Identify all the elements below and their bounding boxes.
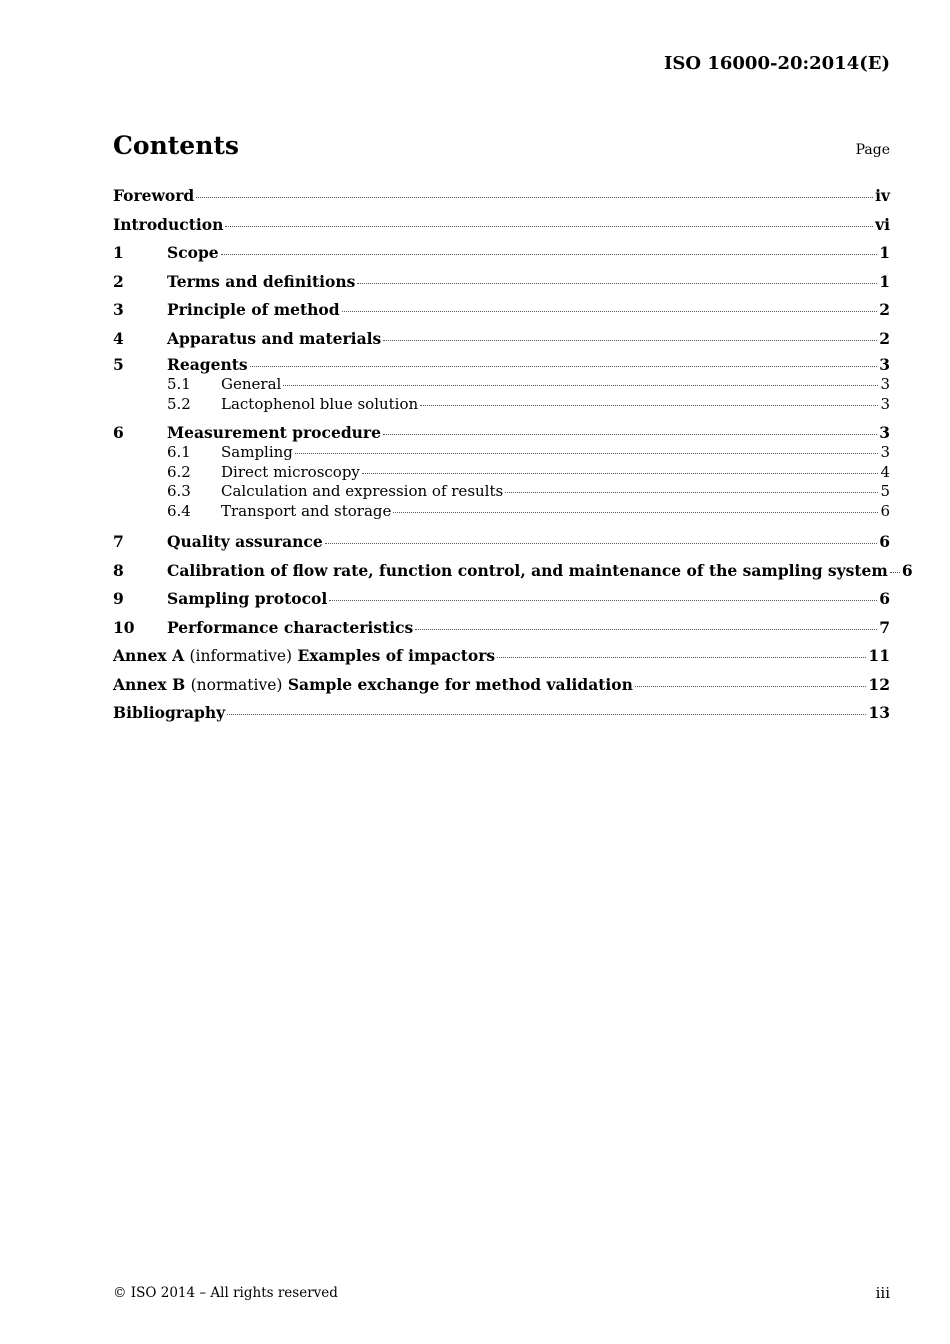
dot-leader <box>250 366 878 367</box>
annex-label: Annex A <box>113 646 185 665</box>
toc-entry-10[interactable] <box>113 616 890 645</box>
annex-title: Examples of impactors <box>297 646 496 665</box>
dot-leader <box>283 385 878 386</box>
toc-entry-6-2[interactable] <box>113 463 890 483</box>
dot-leader <box>505 492 878 493</box>
toc-entry-number: 6.1 <box>167 443 191 461</box>
dot-leader <box>415 629 877 630</box>
toc-entry-title: Direct microscopy <box>221 462 360 481</box>
toc-entry-page: 11 <box>868 646 890 665</box>
toc-entry-number: 5.2 <box>167 394 191 413</box>
toc-entry-7[interactable] <box>113 530 890 559</box>
toc-entry-number: 9 <box>113 589 124 608</box>
toc-entry-title <box>113 644 495 668</box>
dot-leader <box>295 453 879 454</box>
toc-entry-5[interactable] <box>113 355 890 375</box>
toc-entry-title: Performance characteristics <box>167 617 414 637</box>
dot-leader <box>221 254 878 255</box>
toc-entry-annex-a[interactable] <box>113 644 890 673</box>
toc-entry-6[interactable] <box>113 423 890 443</box>
copyright-notice: © ISO 2014 – All rights reserved <box>113 1285 338 1301</box>
dot-leader <box>890 572 900 573</box>
toc-entry-number: 8 <box>113 560 124 580</box>
toc-entry-page: 3 <box>879 355 890 374</box>
toc-entry-page: 1 <box>879 271 890 291</box>
dot-leader <box>342 311 878 312</box>
toc-entry-bibliography[interactable] <box>113 701 890 730</box>
toc-entry-page: 4 <box>880 462 890 481</box>
toc-entry-number: 1 <box>113 243 124 262</box>
toc-entry-number: 10 <box>113 617 135 637</box>
toc-entry-page: 6 <box>901 560 913 580</box>
toc-entry-6-3[interactable] <box>113 482 890 502</box>
toc-entry-foreword[interactable] <box>113 184 890 213</box>
toc-entry-title: Lactophenol blue solution <box>221 394 419 413</box>
toc-entry-number: 7 <box>113 532 124 551</box>
toc-entry-title: Sampling <box>221 443 293 461</box>
annex-type: (normative) <box>190 675 283 694</box>
toc-entry-page: 3 <box>880 375 890 393</box>
dot-leader <box>225 226 873 227</box>
dot-leader <box>329 600 877 601</box>
dot-leader <box>383 434 877 435</box>
dot-leader <box>383 340 877 341</box>
toc-entry-number: 5.1 <box>167 375 191 393</box>
toc-entry-title: Calibration of flow rate, function control, and maintenance of the sampling system <box>167 560 888 580</box>
toc-entry-page: vi <box>875 214 890 234</box>
dot-leader <box>196 197 873 198</box>
toc-entry-6-4[interactable] <box>113 502 890 522</box>
toc-entry-page: 5 <box>880 482 890 500</box>
dot-leader <box>362 473 879 474</box>
toc-entry-introduction[interactable] <box>113 213 890 242</box>
toc-entry-title: Quality assurance <box>167 532 323 551</box>
toc-entry-title: Foreword <box>113 186 195 205</box>
toc-entry-title: Principle of method <box>167 300 340 319</box>
dot-leader <box>357 283 877 284</box>
toc-entry-page: 6 <box>879 532 890 551</box>
page-number: iii <box>875 1284 890 1302</box>
toc-entry-title: Apparatus and materials <box>167 328 382 348</box>
toc-entry-annex-b[interactable] <box>113 673 890 702</box>
toc-entry-number: 4 <box>113 328 124 348</box>
toc-entry-title: Transport and storage <box>221 501 392 520</box>
toc-entry-title: Scope <box>167 243 219 262</box>
annex-label: Annex B <box>113 674 186 694</box>
toc-entry-page: 6 <box>879 589 890 608</box>
toc-entry-number: 6.4 <box>167 501 191 520</box>
toc-entry-6-1[interactable] <box>113 443 890 463</box>
toc-entry-page: 12 <box>868 674 890 694</box>
toc-entry-5-2[interactable] <box>113 395 890 415</box>
annex-title: Sample exchange for method validation <box>287 674 633 694</box>
toc-entry-9[interactable] <box>113 587 890 616</box>
contents-title: Contents <box>113 131 240 160</box>
toc-entry-title: Calculation and expression of results <box>221 482 504 500</box>
toc-entry-title: Introduction <box>113 214 224 234</box>
toc-entry-page: 6 <box>880 501 890 520</box>
toc-entry-5-1[interactable] <box>113 375 890 395</box>
dot-leader <box>420 405 878 406</box>
dot-leader <box>393 512 878 513</box>
toc-entry-2[interactable] <box>113 270 890 299</box>
toc-entry-3[interactable] <box>113 298 890 327</box>
toc-entry-number: 6.3 <box>167 482 191 500</box>
toc-entry-number: 3 <box>113 300 124 319</box>
toc-entry-title: Measurement procedure <box>167 423 381 442</box>
document-id: ISO 16000-20:2014(E) <box>663 53 890 74</box>
toc-entry-page: 3 <box>879 423 890 442</box>
toc-entry-1[interactable] <box>113 241 890 270</box>
toc-entry-page: 3 <box>880 443 890 461</box>
toc-entry-page: 2 <box>879 328 890 348</box>
toc-entry-page: 13 <box>868 703 890 722</box>
toc-entry-page: iv <box>875 186 890 205</box>
dot-leader <box>497 657 866 658</box>
toc-entry-title <box>113 673 633 697</box>
toc-entry-8[interactable] <box>113 559 913 588</box>
page-column-label: Page <box>855 142 890 158</box>
toc-entry-number: 2 <box>113 271 124 291</box>
annex-type: (informative) <box>189 647 293 665</box>
toc-entry-title: Terms and definitions <box>167 271 356 291</box>
dot-leader <box>635 686 867 687</box>
toc-entry-4[interactable] <box>113 327 890 356</box>
table-of-contents <box>113 184 913 730</box>
toc-entry-page: 7 <box>879 617 890 637</box>
toc-entry-number: 6 <box>113 423 124 442</box>
toc-entry-title: Reagents <box>167 355 248 374</box>
toc-entry-page: 2 <box>879 300 890 319</box>
toc-entry-title: Sampling protocol <box>167 589 328 608</box>
toc-entry-number: 5 <box>113 355 124 374</box>
dot-leader <box>227 714 866 715</box>
toc-entry-page: 1 <box>879 243 890 262</box>
toc-entry-page: 3 <box>880 394 890 413</box>
dot-leader <box>325 543 878 544</box>
toc-entry-title: Bibliography <box>113 703 226 722</box>
toc-entry-number: 6.2 <box>167 462 191 481</box>
toc-entry-title: General <box>221 375 282 393</box>
